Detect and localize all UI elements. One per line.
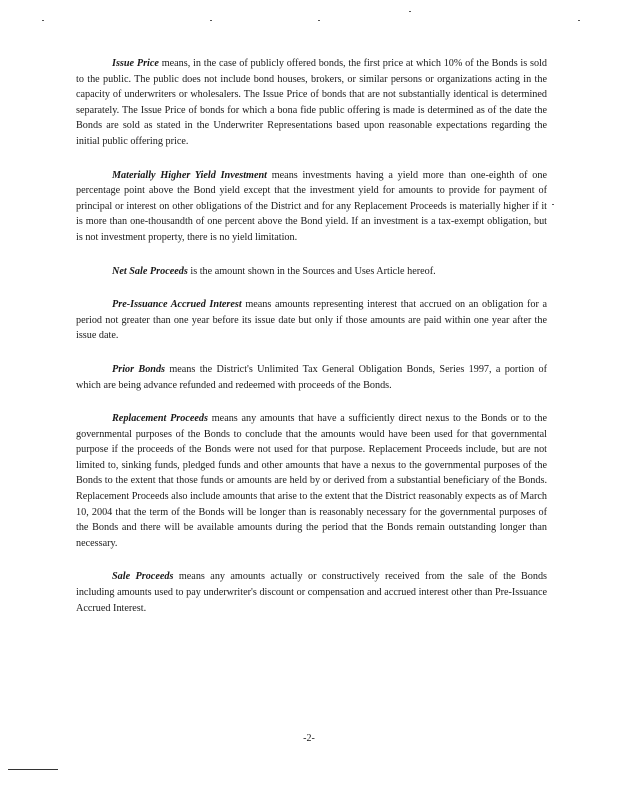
definition-text: means investments having a yield more than one-eighth of one percentage point above the Bond yield except that the investment yield for amounts to provide for payment of principal or interest on other obligations of the District and for any Replacement Proceeds is materially higher if it is more than one-thousandth of one percent above the Bond yield. If an investment is a tax-exempt obligation, but is not investment property, there is no yield limitation.	[76, 169, 547, 243]
definition-text: means, in the case of publicly offered bonds, the first price at which 10% of the Bonds is sold to the public. The public does not include bond houses, brokers, or similar persons or organizations acting in the capacity of underwriters or wholesalers. The Issue Price of bonds that are not substantially identical is determined separately. The Issue Price of bonds for which a bona fide public offering is made is determined as of the date the Bonds are sold as stated in the Underwriter Representations based upon reasonable expectations regarding the initial public offering price.	[76, 58, 547, 147]
definition-text: means any amounts that have a sufficiently direct nexus to the Bonds or to the governmental purposes of the Bonds to conclude that the amounts would have been used for that governmental purpose if the proceeds of the Bonds were not used for that purpose. Replacement Proceeds include, but are not limited to, sinking funds, pledged funds and other amounts that have a nexus to the governmental purposes of the Bonds to the extent that those funds or amounts are held by or derived from a substantial beneficiary of the Bonds. Replacement Proceeds also include amounts that arise to the extent that the District reasonably expects as of March 10, 2004 that the term of the Bonds will be longer than is reasonably necessary for the governmental purposes of the Bonds and there will be available amounts during the period that the Bonds remain outstanding longer than necessary.	[76, 413, 548, 549]
definition-text: means amounts representing interest that accrued on an obligation for a period not greater than one year before its issue date but only if those amounts are paid within one year after the issue date.	[76, 299, 548, 342]
definition-text: means the District's Unlimited Tax General Obligation Bonds, Series 1997, a portion of which are being advance refunded and redeemed with proceeds of the Bonds.	[76, 363, 547, 391]
definition-text: means any amounts actually or constructively received from the sale of the Bonds including amounts used to pay underwriter's discount or compensation and accrued interest other than Pre-Issuance Accrued Interest.	[76, 571, 548, 614]
definition-term: Net Sale Proceeds	[112, 265, 188, 277]
definition-replacement-proceeds	[76, 411, 547, 551]
definition-pre-issuance-accrued-interest	[76, 297, 547, 344]
definition-materially-higher-yield-investment	[76, 168, 547, 246]
page-number: -2-	[303, 733, 315, 744]
scan-speck	[42, 20, 44, 21]
scan-speck	[578, 20, 580, 21]
definition-term: Pre-Issuance Accrued Interest	[112, 299, 242, 311]
definition-term: Issue Price	[112, 58, 159, 69]
definitions-section	[76, 56, 547, 634]
definition-sale-proceeds	[76, 569, 547, 616]
definition-prior-bonds	[76, 362, 547, 393]
footnote-divider	[8, 769, 58, 770]
definition-term: Materially Higher Yield Investment	[112, 169, 267, 181]
definition-net-sale-proceeds	[76, 264, 547, 280]
definition-text: is the amount shown in the Sources and Uses Article hereof.	[190, 265, 436, 277]
scan-speck	[552, 204, 554, 205]
definition-term: Replacement Proceeds	[112, 413, 208, 425]
definition-term: Prior Bonds	[112, 363, 166, 375]
scan-speck	[409, 11, 411, 12]
definition-issue-price	[76, 56, 547, 150]
scan-speck	[210, 20, 212, 21]
scan-speck	[318, 20, 320, 21]
definition-term: Sale Proceeds	[112, 571, 174, 583]
